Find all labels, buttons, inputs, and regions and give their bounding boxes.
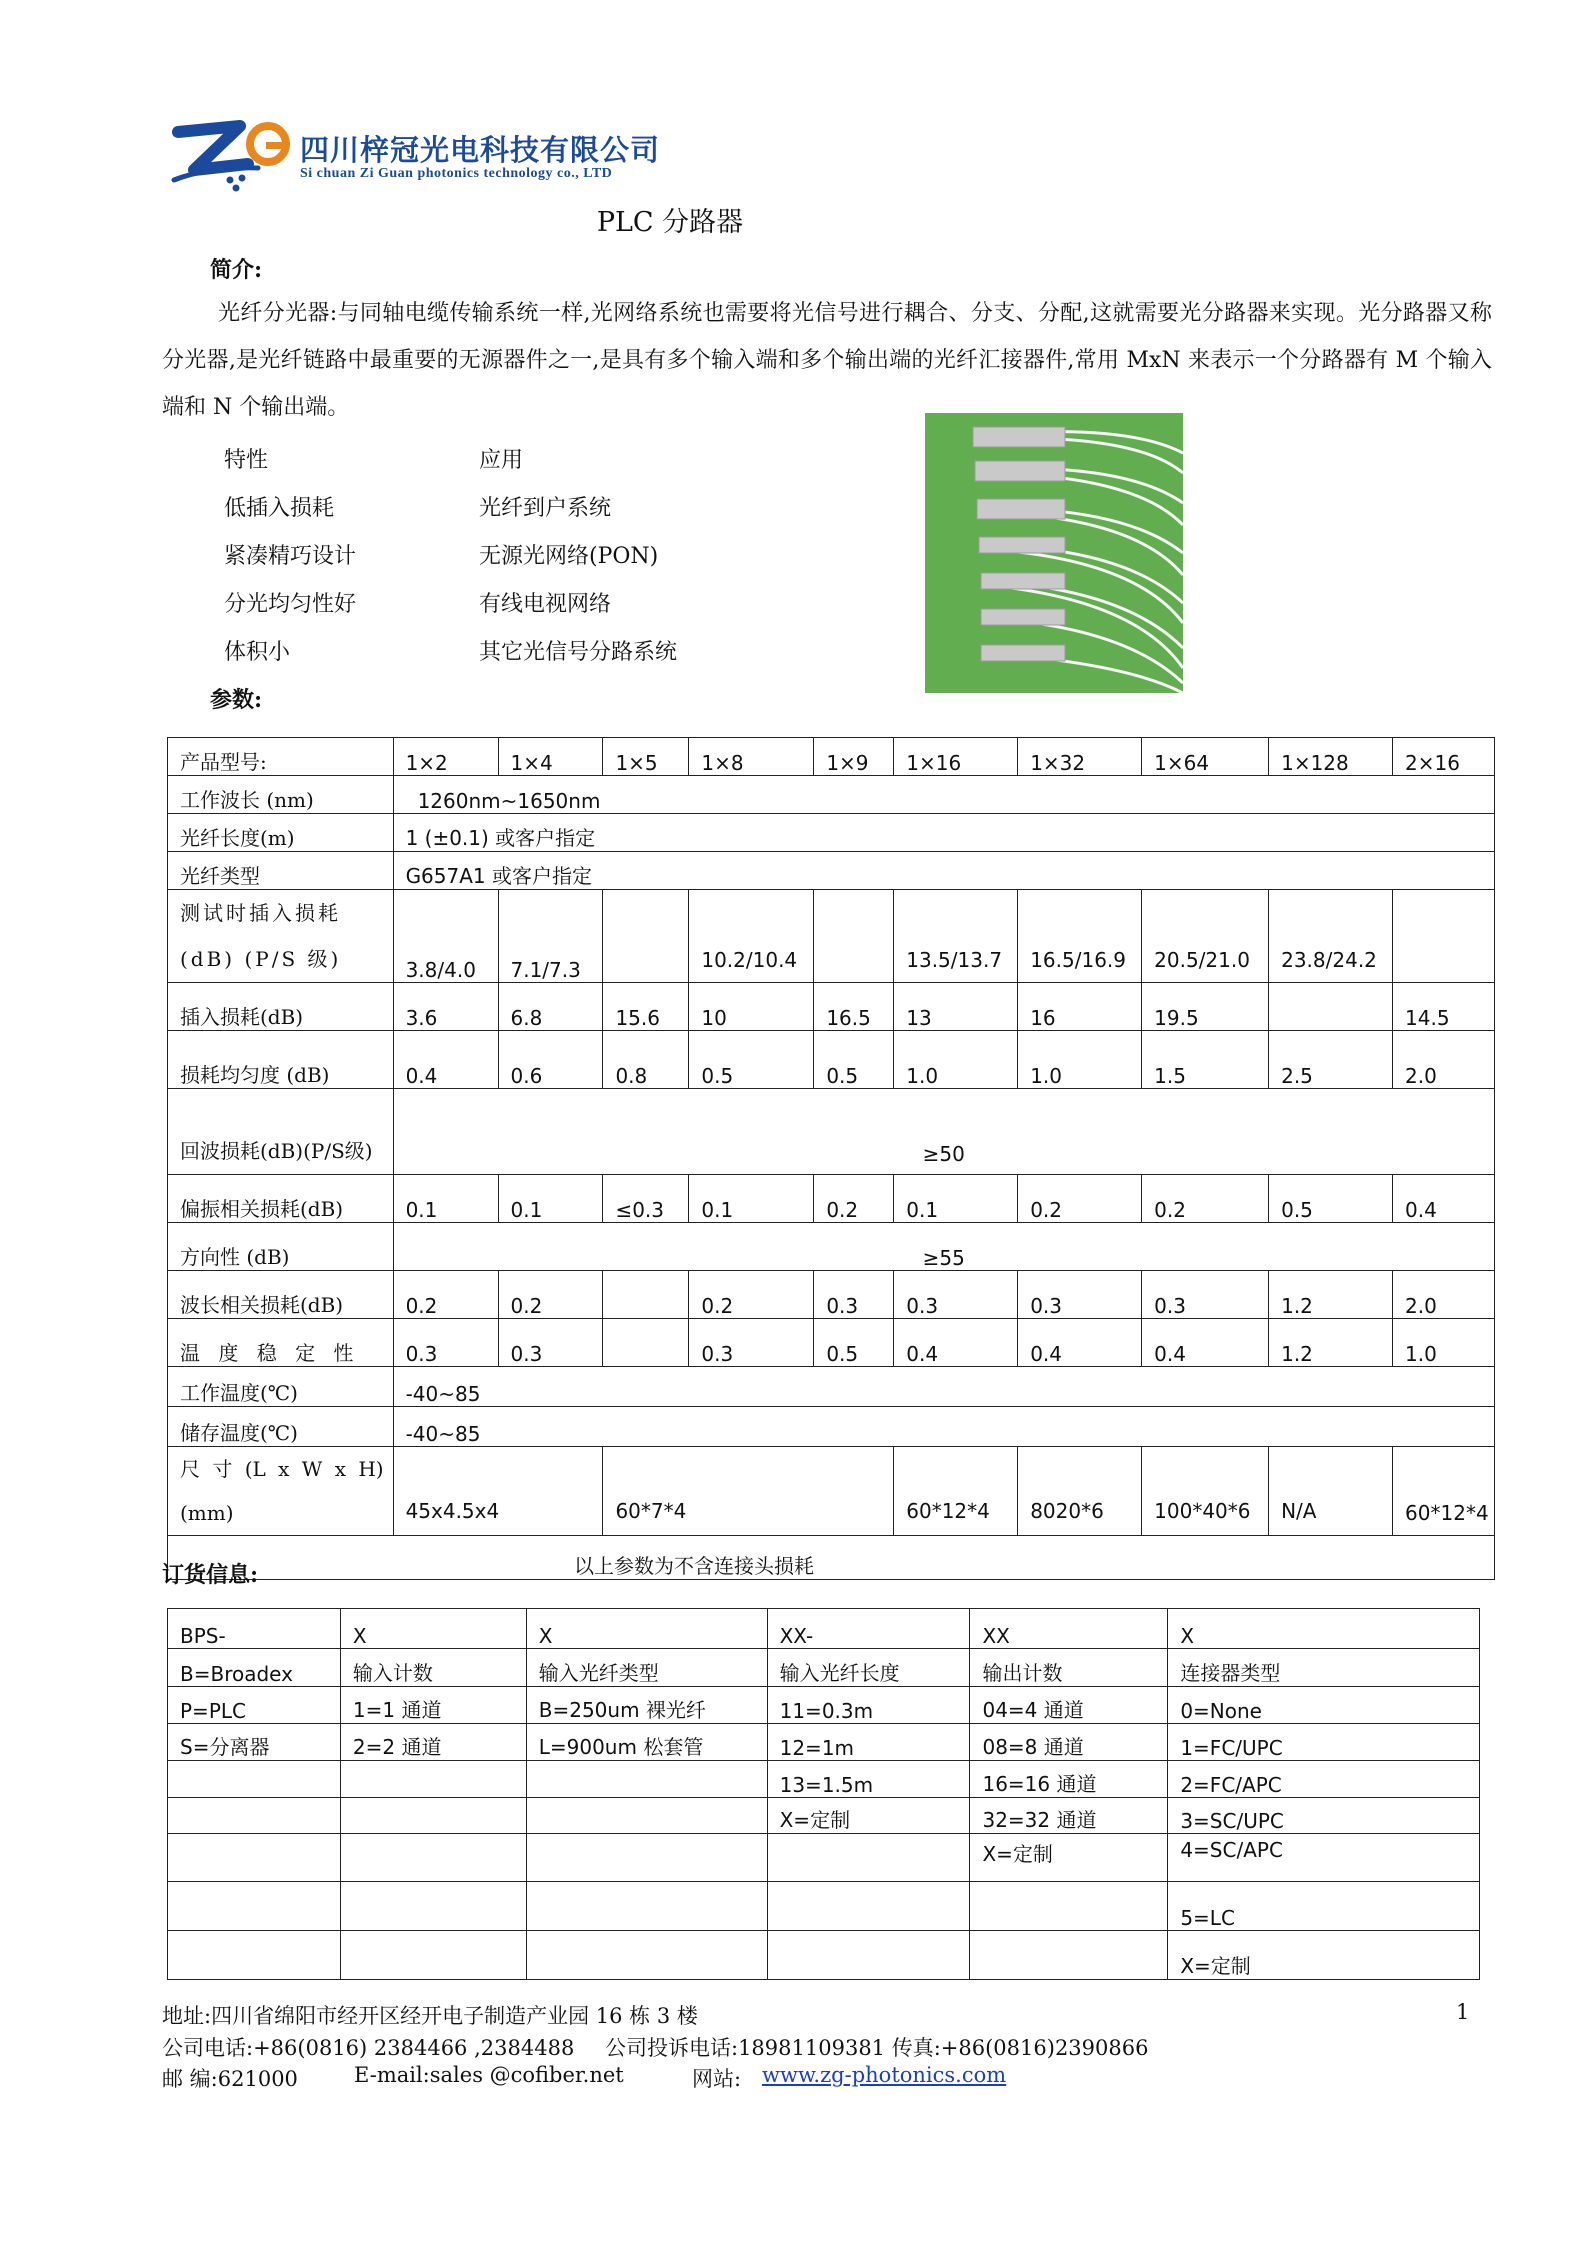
order-cell <box>168 1798 341 1834</box>
temp-stability-cell: 0.5 <box>814 1319 894 1367</box>
order-cell <box>168 1931 341 1980</box>
pdl-cell: 0.1 <box>894 1175 1018 1223</box>
order-cell: BPS- <box>168 1609 341 1649</box>
il-cell: 14.5 <box>1393 983 1495 1031</box>
test-il-cell: 7.1/7.3 <box>498 890 603 983</box>
footer-postcode: 邮 编:621000 <box>162 2067 298 2091</box>
temp-stability-cell: 0.4 <box>894 1319 1018 1367</box>
table-row <box>168 814 1495 852</box>
order-cell <box>526 1931 767 1980</box>
uniformity-cell: 0.8 <box>603 1031 689 1089</box>
order-cell: B=250um 裸光纤 <box>526 1687 767 1724</box>
il-cell: 10 <box>689 983 814 1031</box>
table-row <box>168 738 1495 776</box>
table-row <box>168 890 1495 983</box>
plc-splitter-photo <box>925 413 1183 693</box>
model-cell: 1×4 <box>498 738 603 776</box>
il-cell <box>1269 983 1393 1031</box>
order-cell <box>767 1931 970 1980</box>
table-row <box>168 1407 1495 1447</box>
zg-logo-icon <box>170 118 295 196</box>
footer-complaint-fax: 公司投诉电话:18981109381 传真:+86(0816)2390866 <box>605 2036 1149 2060</box>
order-cell: 1=1 通道 <box>340 1687 526 1724</box>
test-il-cell: 10.2/10.4 <box>689 890 814 983</box>
order-cell <box>970 1882 1168 1931</box>
il-cell: 3.6 <box>393 983 498 1031</box>
application-item: 有线电视网络 <box>479 592 612 617</box>
uniformity-cell: 0.5 <box>689 1031 814 1089</box>
pdl-cell: 0.5 <box>1269 1175 1393 1223</box>
table-row <box>168 1834 1480 1882</box>
table-row <box>168 1761 1480 1798</box>
temp-stability-label: 温 度 稳 定 性 <box>168 1319 394 1367</box>
test-il-cell: 13.5/13.7 <box>894 890 1018 983</box>
order-cell: 5=LC <box>1168 1882 1480 1931</box>
page-number: 1 <box>1456 2000 1470 2024</box>
directivity-label: 方向性 (dB) <box>168 1223 394 1271</box>
model-cell: 1×64 <box>1142 738 1269 776</box>
order-cell <box>767 1834 970 1882</box>
model-cell: 1×8 <box>689 738 814 776</box>
uniformity-cell: 1.5 <box>1142 1031 1269 1089</box>
order-heading: 订货信息: <box>162 1562 259 1588</box>
params-note: 以上参数为不含连接头损耗 <box>168 1536 1495 1580</box>
wdl-cell: 0.3 <box>814 1271 894 1319</box>
wdl-cell: 0.2 <box>689 1271 814 1319</box>
order-cell: X <box>340 1609 526 1649</box>
fiber-length-value: 1 (±0.1) 或客户指定 <box>393 814 1494 852</box>
model-cell: 1×5 <box>603 738 689 776</box>
size-cell: 8020*6 <box>1018 1447 1142 1536</box>
il-cell: 15.6 <box>603 983 689 1031</box>
order-cell: XX <box>970 1609 1168 1649</box>
test-il-cell: 16.5/16.9 <box>1018 890 1142 983</box>
wdl-cell <box>603 1271 689 1319</box>
temp-stability-cell: 1.0 <box>1393 1319 1495 1367</box>
wdl-cell: 0.2 <box>498 1271 603 1319</box>
order-cell <box>526 1834 767 1882</box>
params-heading: 参数: <box>210 687 263 713</box>
test-il-cell: 3.8/4.0 <box>393 890 498 983</box>
temp-stability-cell: 0.4 <box>1018 1319 1142 1367</box>
order-cell: 0=None <box>1168 1687 1480 1724</box>
order-cell <box>340 1761 526 1798</box>
temp-stability-cell: 0.3 <box>498 1319 603 1367</box>
size-cell: 60*7*4 <box>603 1447 894 1536</box>
order-cell: 08=8 通道 <box>970 1724 1168 1761</box>
il-cell: 13 <box>894 983 1018 1031</box>
il-cell: 19.5 <box>1142 983 1269 1031</box>
pdl-label: 偏振相关损耗(dB) <box>168 1175 394 1223</box>
size-cell: 100*40*6 <box>1142 1447 1269 1536</box>
feature-item: 低插入损耗 <box>224 496 335 521</box>
model-cell: 1×32 <box>1018 738 1142 776</box>
uniformity-cell: 1.0 <box>894 1031 1018 1089</box>
size-cell: 60*12*4 <box>894 1447 1018 1536</box>
wdl-cell: 0.3 <box>1018 1271 1142 1319</box>
wdl-label: 波长相关损耗(dB) <box>168 1271 394 1319</box>
order-cell: 连接器类型 <box>1168 1649 1480 1687</box>
order-cell <box>970 1931 1168 1980</box>
table-row <box>168 1223 1495 1271</box>
uniformity-cell: 2.5 <box>1269 1031 1393 1089</box>
order-cell: 1=FC/UPC <box>1168 1724 1480 1761</box>
order-cell <box>526 1882 767 1931</box>
model-cell: 1×2 <box>393 738 498 776</box>
temp-stability-cell: 0.3 <box>393 1319 498 1367</box>
company-name-en: Si chuan Zi Guan photonics technology co., LTD <box>300 166 613 181</box>
temp-stability-cell: 1.2 <box>1269 1319 1393 1367</box>
order-cell: 13=1.5m <box>767 1761 970 1798</box>
table-row <box>168 983 1495 1031</box>
document-title: PLC 分路器 <box>596 207 744 238</box>
il-cell: 16 <box>1018 983 1142 1031</box>
test-il-cell: 23.8/24.2 <box>1269 890 1393 983</box>
test-il-cell: 20.5/21.0 <box>1142 890 1269 983</box>
order-cell: XX- <box>767 1609 970 1649</box>
models-label: 产品型号: <box>168 738 394 776</box>
table-row <box>168 1271 1495 1319</box>
op-temp-value: -40~85 <box>393 1367 1494 1407</box>
order-cell <box>340 1882 526 1931</box>
wavelength-value: 1260nm~1650nm <box>393 776 1494 814</box>
test-insertion-loss-label-line2: (dB) (P/S 级) <box>180 947 342 971</box>
size-cell: 45x4.5x4 <box>393 1447 603 1536</box>
storage-temp-label: 储存温度(℃) <box>168 1407 394 1447</box>
table-row <box>168 1882 1480 1931</box>
order-cell <box>340 1798 526 1834</box>
footer-website <box>762 2063 1006 2087</box>
order-cell <box>168 1761 341 1798</box>
uniformity-cell: 1.0 <box>1018 1031 1142 1089</box>
directivity-value: ≥55 <box>393 1223 1494 1271</box>
storage-temp-value: -40~85 <box>393 1407 1494 1447</box>
table-row <box>168 1724 1480 1761</box>
order-cell: 输入光纤类型 <box>526 1649 767 1687</box>
application-item: 其它光信号分路系统 <box>479 640 678 665</box>
order-cell: X=定制 <box>767 1798 970 1834</box>
features-header-apps: 应用 <box>479 448 524 473</box>
wdl-cell: 0.3 <box>894 1271 1018 1319</box>
model-cell: 1×128 <box>1269 738 1393 776</box>
feature-item: 紧凑精巧设计 <box>224 544 357 569</box>
size-cell: 60*12*4 <box>1393 1447 1495 1536</box>
order-cell: X=定制 <box>970 1834 1168 1882</box>
order-cell <box>168 1882 341 1931</box>
table-row <box>168 1931 1480 1980</box>
order-cell <box>340 1931 526 1980</box>
test-il-cell <box>814 890 894 983</box>
wdl-cell: 0.2 <box>393 1271 498 1319</box>
wdl-cell: 0.3 <box>1142 1271 1269 1319</box>
model-cell: 2×16 <box>1393 738 1495 776</box>
website-link[interactable]: www.zg-photonics.com <box>762 2063 1007 2087</box>
table-row <box>168 776 1495 814</box>
order-cell: 4=SC/APC <box>1168 1834 1480 1882</box>
uniformity-cell: 0.6 <box>498 1031 603 1089</box>
order-cell: S=分离器 <box>168 1724 341 1761</box>
order-cell: 输入光纤长度 <box>767 1649 970 1687</box>
uniformity-cell: 0.5 <box>814 1031 894 1089</box>
table-row <box>168 1798 1480 1834</box>
pdl-cell: 0.1 <box>498 1175 603 1223</box>
application-item: 光纤到户系统 <box>479 496 612 521</box>
parameters-table <box>167 737 1495 1580</box>
order-cell: 04=4 通道 <box>970 1687 1168 1724</box>
return-loss-label: 回波损耗(dB)(P/S级) <box>168 1089 394 1175</box>
order-cell: 12=1m <box>767 1724 970 1761</box>
order-cell: 16=16 通道 <box>970 1761 1168 1798</box>
temp-stability-cell: 0.4 <box>1142 1319 1269 1367</box>
model-cell: 1×9 <box>814 738 894 776</box>
order-cell: B=Broadex <box>168 1649 341 1687</box>
order-cell: 输入计数 <box>340 1649 526 1687</box>
order-cell: P=PLC <box>168 1687 341 1724</box>
order-table <box>167 1608 1480 1980</box>
fiber-type-label: 光纤类型 <box>168 852 394 890</box>
order-cell: 2=2 通道 <box>340 1724 526 1761</box>
order-cell: X=定制 <box>1168 1931 1480 1980</box>
uniformity-cell: 0.4 <box>393 1031 498 1089</box>
order-cell: X <box>1168 1609 1480 1649</box>
pdl-cell: 0.4 <box>1393 1175 1495 1223</box>
table-row <box>168 1447 1495 1536</box>
temp-stability-cell <box>603 1319 689 1367</box>
test-il-cell <box>603 890 689 983</box>
table-row <box>168 1649 1480 1687</box>
uniformity-cell: 2.0 <box>1393 1031 1495 1089</box>
pdl-cell: 0.2 <box>1142 1175 1269 1223</box>
order-cell <box>340 1834 526 1882</box>
table-row <box>168 1687 1480 1724</box>
order-cell: L=900um 松套管 <box>526 1724 767 1761</box>
order-cell: 3=SC/UPC <box>1168 1798 1480 1834</box>
fiber-type-value: G657A1 或客户指定 <box>393 852 1494 890</box>
table-row <box>168 1031 1495 1089</box>
order-cell <box>168 1834 341 1882</box>
order-cell <box>526 1761 767 1798</box>
footer-address: 地址:四川省绵阳市经开区经开电子制造产业园 16 栋 3 楼 <box>162 2004 698 2028</box>
pdl-cell: 0.2 <box>1018 1175 1142 1223</box>
application-item: 无源光网络(PON) <box>479 544 659 569</box>
test-il-cell <box>1393 890 1495 983</box>
uniformity-label: 损耗均匀度 (dB) <box>168 1031 394 1089</box>
pdl-cell: 0.1 <box>689 1175 814 1223</box>
order-cell <box>526 1798 767 1834</box>
intro-paragraph: 光纤分光器:与同轴电缆传输系统一样,光网络系统也需要将光信号进行耦合、分支、分配,这就需要光分路器来实现。光分路器又称分光器,是光纤链路中最重要的无源器件之一,是具有多个输入端和多个输出端的光纤汇接器件,常用 MxN 来表示一个分路器有 M 个输入端和 N 个输出端。 <box>162 301 1492 420</box>
fiber-length-label: 光纤长度(m) <box>168 814 394 852</box>
order-cell: X <box>526 1609 767 1649</box>
intro-heading: 简介: <box>210 257 263 283</box>
table-row <box>168 1319 1495 1367</box>
table-row <box>168 1536 1495 1580</box>
table-row <box>168 1367 1495 1407</box>
op-temp-label: 工作温度(℃) <box>168 1367 394 1407</box>
footer-phone: 公司电话:+86(0816) 2384466 ,2384488 <box>162 2036 575 2060</box>
feature-item: 分光均匀性好 <box>224 592 357 617</box>
il-cell: 6.8 <box>498 983 603 1031</box>
size-label: 尺 寸 (L x W x H)(mm) <box>168 1447 394 1536</box>
footer-email: E-mail:sales @cofiber.net <box>354 2063 624 2087</box>
size-cell: N/A <box>1269 1447 1393 1536</box>
wavelength-label: 工作波长 (nm) <box>168 776 394 814</box>
insertion-loss-label: 插入损耗(dB) <box>168 983 394 1031</box>
table-row <box>168 852 1495 890</box>
temp-stability-cell: 0.3 <box>689 1319 814 1367</box>
order-cell: 32=32 通道 <box>970 1798 1168 1834</box>
table-row <box>168 1609 1480 1649</box>
pdl-cell: 0.1 <box>393 1175 498 1223</box>
wdl-cell: 2.0 <box>1393 1271 1495 1319</box>
order-cell: 11=0.3m <box>767 1687 970 1724</box>
features-header-traits: 特性 <box>224 448 269 473</box>
footer-website-label: 网站: <box>692 2067 742 2091</box>
pdl-cell: ≤0.3 <box>603 1175 689 1223</box>
order-cell: 2=FC/APC <box>1168 1761 1480 1798</box>
table-row <box>168 1089 1495 1175</box>
test-insertion-loss-label <box>168 890 394 983</box>
order-cell <box>767 1882 970 1931</box>
test-insertion-loss-label-line1: 测试时插入损耗 <box>180 901 341 925</box>
return-loss-value: ≥50 <box>393 1089 1494 1175</box>
pdl-cell: 0.2 <box>814 1175 894 1223</box>
table-row <box>168 1175 1495 1223</box>
company-name-cn: 四川梓冠光电科技有限公司 <box>300 133 661 167</box>
wdl-cell: 1.2 <box>1269 1271 1393 1319</box>
il-cell: 16.5 <box>814 983 894 1031</box>
feature-item: 体积小 <box>224 640 291 665</box>
model-cell: 1×16 <box>894 738 1018 776</box>
order-cell: 输出计数 <box>970 1649 1168 1687</box>
